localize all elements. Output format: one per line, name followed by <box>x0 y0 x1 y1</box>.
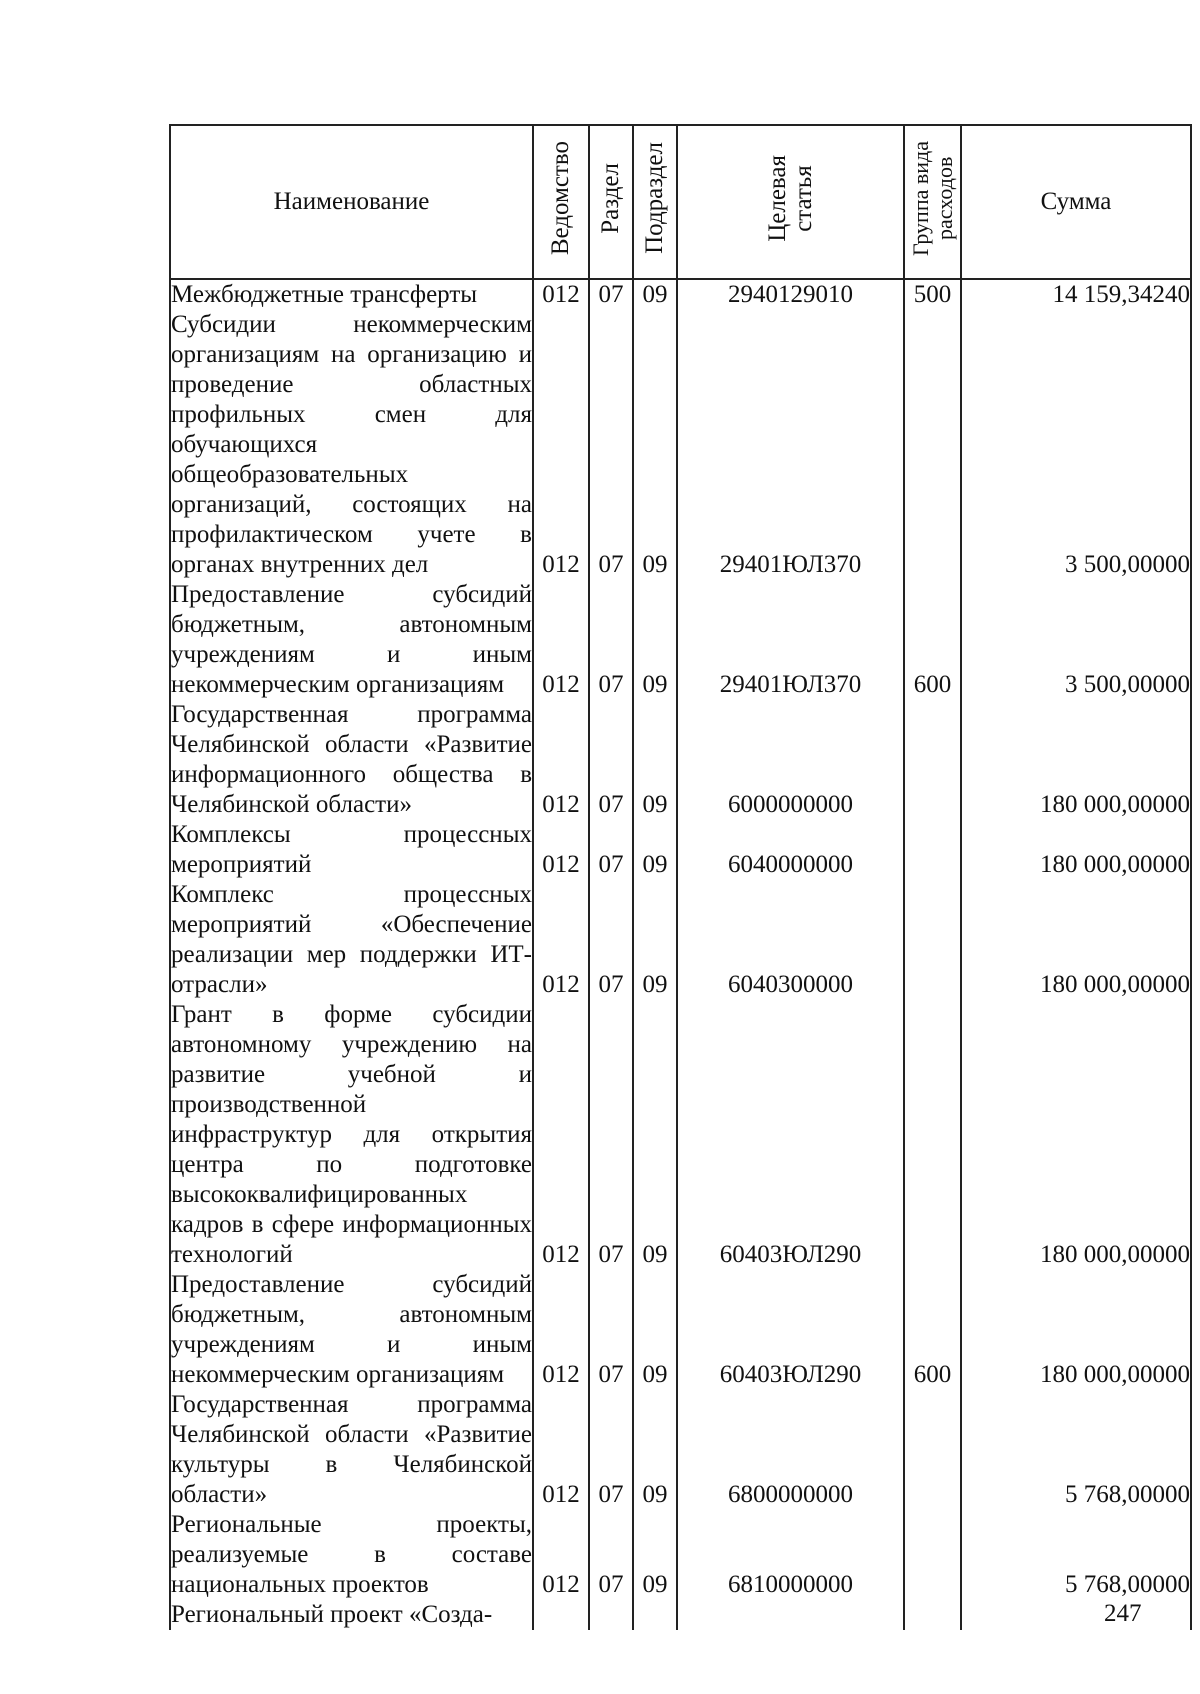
cell-section: 07 <box>589 310 633 580</box>
cell-department: 012 <box>533 700 589 820</box>
cell-amount: 3 500,00000 <box>961 310 1191 580</box>
cell-section: 07 <box>589 1510 633 1600</box>
table-row <box>170 1390 1191 1510</box>
cell-department: 012 <box>533 1000 589 1270</box>
cell-department: 012 <box>533 310 589 580</box>
cell-subsection: 09 <box>633 820 677 880</box>
cell-target: 6800000000 <box>677 1390 904 1510</box>
cell-name: Грант в форме субсидии автономному учреждению на развитие учебной и производственной инфраструктур для открытия центра по подготовке высококвалифицированных кадров в сфере информационных технологий <box>171 1001 532 1268</box>
cell-amount: 5 768,00000 <box>961 1390 1191 1510</box>
cell-target: 29401ЮЛ370 <box>677 310 904 580</box>
cell-group <box>904 1390 961 1510</box>
cell-amount: 180 000,00000 <box>961 820 1191 880</box>
cell-department: 012 <box>533 1390 589 1510</box>
cell-name: Предоставление субсидий бюджетным, автономным учреждениям и иным некоммерческим организациям <box>171 581 532 698</box>
cell-amount: 180 000,00000 <box>961 1270 1191 1390</box>
cell-name: Государственная программа Челябинской области «Развитие культуры в Челябинской области» <box>171 1391 532 1508</box>
table-row <box>170 1270 1191 1390</box>
table-row <box>170 1000 1191 1270</box>
cell-group <box>904 700 961 820</box>
cell-target: 2940129010 <box>677 279 904 310</box>
cell-name: Региональные проекты, реализуемые в составе национальных проектов <box>171 1511 532 1598</box>
header-name: Наименование <box>170 125 533 279</box>
table-body <box>170 279 1191 1630</box>
cell-department: 012 <box>533 820 589 880</box>
cell-section: 07 <box>589 700 633 820</box>
cell-section: 07 <box>589 1270 633 1390</box>
cell-subsection: 09 <box>633 1270 677 1390</box>
table-row <box>170 1510 1191 1600</box>
cell-subsection: 09 <box>633 580 677 700</box>
cell-subsection: 09 <box>633 1510 677 1600</box>
cell-group <box>904 1510 961 1600</box>
cell-subsection <box>633 1600 677 1630</box>
page-number: 247 <box>1104 1600 1142 1627</box>
cell-amount: 180 000,00000 <box>961 880 1191 1000</box>
cell-section: 07 <box>589 279 633 310</box>
cell-subsection: 09 <box>633 1000 677 1270</box>
cell-section: 07 <box>589 580 633 700</box>
cell-amount: 14 159,34240 <box>961 279 1191 310</box>
cell-group <box>904 820 961 880</box>
cell-amount <box>961 1600 1191 1630</box>
cell-department: 012 <box>533 1270 589 1390</box>
cell-section: 07 <box>589 820 633 880</box>
cell-name: Региональный проект «Созда- <box>170 1600 533 1630</box>
cell-group: 500 <box>904 279 961 310</box>
cell-department <box>533 1600 589 1630</box>
budget-table <box>169 124 1192 1630</box>
cell-target: 60403ЮЛ290 <box>677 1000 904 1270</box>
header-section: Раздел <box>589 125 633 279</box>
header-target-article: Целевая статья <box>677 125 904 279</box>
cell-name: Предоставление субсидий бюджетным, автономным учреждениям и иным некоммерческим организациям <box>171 1271 532 1388</box>
table-row <box>170 700 1191 820</box>
cell-target: 60403ЮЛ290 <box>677 1270 904 1390</box>
cell-amount: 3 500,00000 <box>961 580 1191 700</box>
header-subsection: Подраздел <box>633 125 677 279</box>
cell-department: 012 <box>533 279 589 310</box>
cell-subsection: 09 <box>633 880 677 1000</box>
table-row <box>170 1600 1191 1630</box>
cell-section: 07 <box>589 1390 633 1510</box>
cell-target: 6000000000 <box>677 700 904 820</box>
table-header-row <box>170 125 1191 279</box>
table-row <box>170 279 1191 310</box>
cell-target: 6040300000 <box>677 880 904 1000</box>
cell-group <box>904 1000 961 1270</box>
cell-target: 29401ЮЛ370 <box>677 580 904 700</box>
cell-name: Комплекс процессных мероприятий «Обеспечение реализации мер поддержки ИТ-отрасли» <box>171 881 532 998</box>
cell-section: 07 <box>589 1000 633 1270</box>
cell-section: 07 <box>589 880 633 1000</box>
table-row <box>170 880 1191 1000</box>
cell-department: 012 <box>533 580 589 700</box>
cell-amount: 180 000,00000 <box>961 700 1191 820</box>
header-department: Ведомство <box>533 125 589 279</box>
cell-group: 600 <box>904 1270 961 1390</box>
cell-target: 6040000000 <box>677 820 904 880</box>
table-row <box>170 820 1191 880</box>
cell-group <box>904 310 961 580</box>
cell-target <box>677 1600 904 1630</box>
cell-target: 6810000000 <box>677 1510 904 1600</box>
cell-group <box>904 1600 961 1630</box>
cell-section <box>589 1600 633 1630</box>
table-row <box>170 580 1191 700</box>
cell-subsection: 09 <box>633 279 677 310</box>
cell-subsection: 09 <box>633 700 677 820</box>
header-amount: Сумма <box>961 125 1191 279</box>
cell-name: Межбюджетные трансферты <box>170 279 533 310</box>
cell-subsection: 09 <box>633 310 677 580</box>
cell-department: 012 <box>533 1510 589 1600</box>
table-row <box>170 310 1191 580</box>
header-expense-group: Группа вида расходов <box>904 125 961 279</box>
cell-amount: 180 000,00000 <box>961 1000 1191 1270</box>
cell-name: Субсидии некоммерческим организациям на организацию и проведение областных профильных смен для обучающихся общеобразовательных организаций, состоящих на профилактическом учете в органах внутренних дел <box>171 311 532 578</box>
cell-group <box>904 880 961 1000</box>
cell-subsection: 09 <box>633 1390 677 1510</box>
cell-department: 012 <box>533 880 589 1000</box>
cell-amount: 5 768,00000 <box>961 1510 1191 1600</box>
cell-name: Комплексы процессных мероприятий <box>171 821 532 878</box>
cell-name: Государственная программа Челябинской области «Развитие информационного общества в Челябинской области» <box>171 701 532 818</box>
cell-group: 600 <box>904 580 961 700</box>
